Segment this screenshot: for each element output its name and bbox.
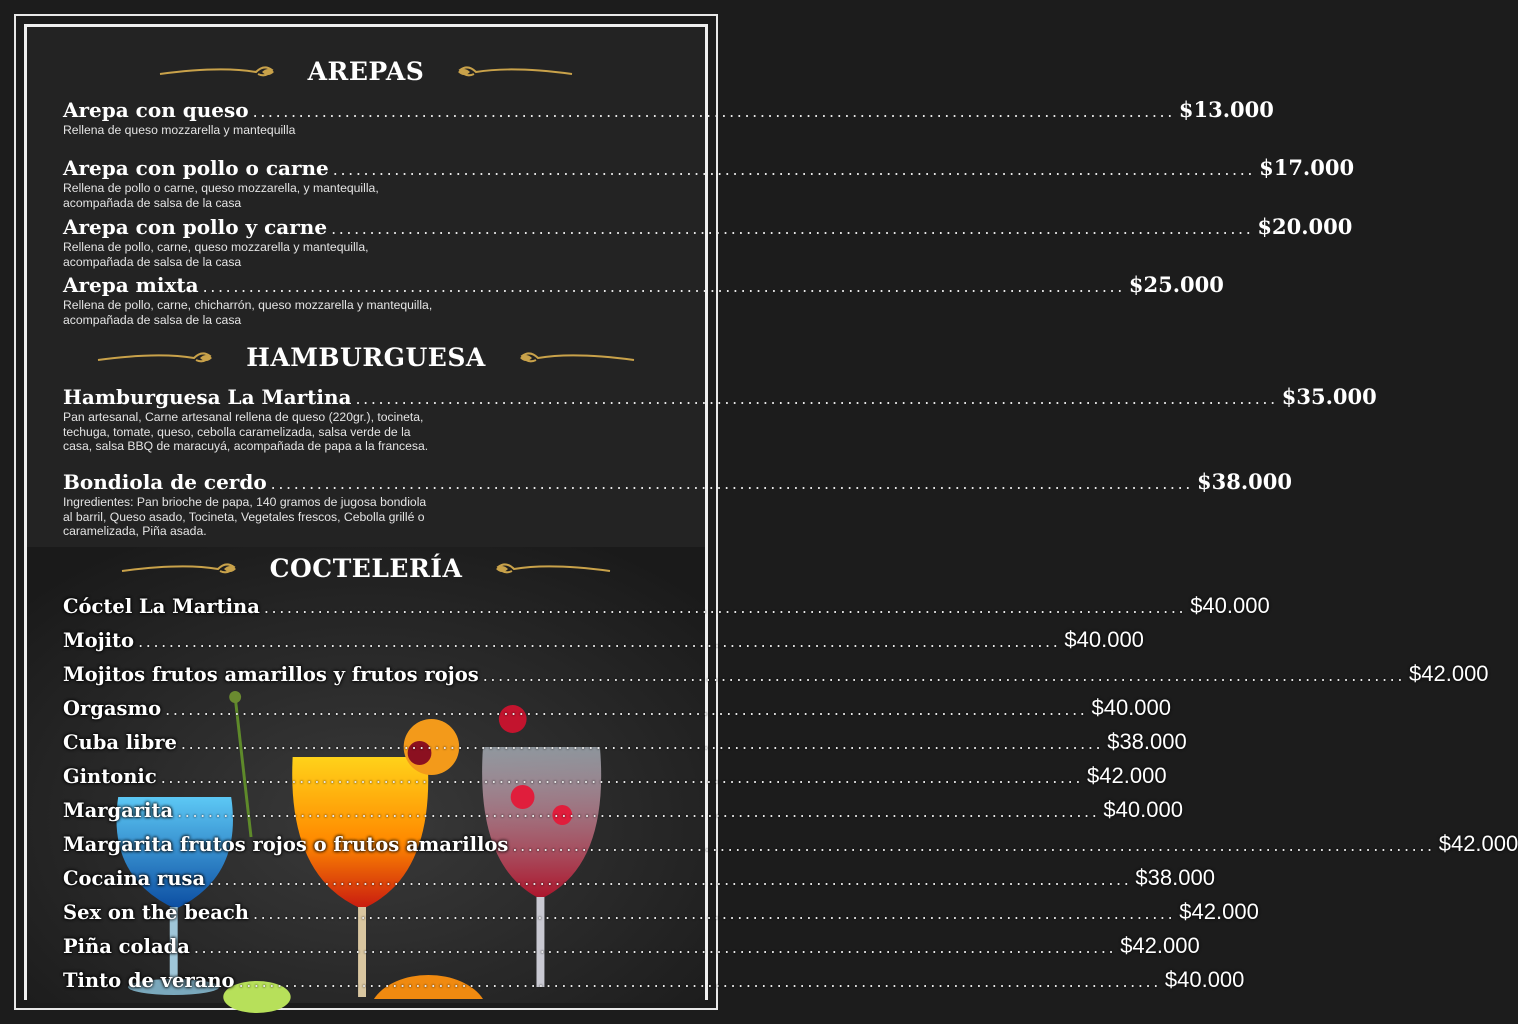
menu-item-name: Margarita xyxy=(63,799,174,822)
description-line: acompañada de salsa de la casa xyxy=(63,312,242,327)
menu-item xyxy=(63,763,1167,789)
menu-item-name: Bondiola de cerdo xyxy=(63,470,267,494)
menu-item-row xyxy=(63,729,1187,755)
dot-leader: ........................................................................................................................ xyxy=(238,972,1161,991)
menu-item-price: $20.000 xyxy=(1257,214,1353,239)
dot-leader: ........................................................................................................................ xyxy=(355,389,1278,408)
menu-item-name: Cóctel La Martina xyxy=(63,595,260,618)
description-line: caramelizada, Piña asada. xyxy=(63,524,207,539)
menu-item-price: $40.000 xyxy=(1064,627,1144,652)
menu-item xyxy=(63,469,1292,539)
description-line: Rellena de pollo o carne, queso mozzarella, y mantequilla, xyxy=(63,181,379,195)
menu-item-price: $42.000 xyxy=(1087,763,1167,788)
menu-item-row xyxy=(63,469,1292,494)
dot-leader: ........................................................................................................................ xyxy=(332,160,1256,179)
menu-item-row xyxy=(63,695,1171,721)
menu-item xyxy=(63,729,1187,755)
menu-item-price: $42.000 xyxy=(1179,899,1259,924)
dot-leader: ........................................................................................................................ xyxy=(270,474,1193,493)
description-line: Rellena de pollo, carne, chicharrón, queso mozzarella y mantequilla, xyxy=(63,298,433,312)
menu-item xyxy=(63,933,1200,959)
dot-leader: ........................................................................................................................ xyxy=(209,870,1132,889)
menu-item-name: Tinto de verano xyxy=(63,969,235,992)
menu-item-price: $40.000 xyxy=(1164,967,1245,992)
menu-item-price: $42.000 xyxy=(1409,661,1489,686)
menu-item-name: Arepa con pollo y carne xyxy=(63,215,328,239)
menu-item-description xyxy=(63,123,687,138)
menu-item-name: Orgasmo xyxy=(63,697,162,720)
menu-item xyxy=(63,272,1224,327)
dot-leader: ........................................................................................................................ xyxy=(193,938,1117,957)
menu-item-row xyxy=(63,933,1200,959)
menu-item-row xyxy=(63,214,1353,239)
dot-leader: ........................................................................................................................ xyxy=(160,768,1084,787)
menu-item xyxy=(63,593,1270,619)
menu-item-description xyxy=(63,495,687,539)
gold-flourish-icon xyxy=(160,62,280,82)
menu-item-row xyxy=(63,831,1518,857)
gold-flourish-icon xyxy=(452,62,572,82)
menu-item-price: $38.000 xyxy=(1135,865,1215,890)
menu-item-name: Arepa con queso xyxy=(63,98,249,122)
description-line: techuga, tomate, queso, cebolla caramelizada, salsa verde de la xyxy=(63,424,411,439)
section-title-hamburguesa xyxy=(27,343,705,372)
menu-item-price: $40.000 xyxy=(1103,797,1183,822)
menu-item-row xyxy=(63,797,1183,823)
menu-item-price: $17.000 xyxy=(1259,155,1355,180)
description-line: acompañada de salsa de la casa xyxy=(63,254,242,269)
menu-item xyxy=(63,661,1489,687)
dot-leader: ........................................................................................................................ xyxy=(263,598,1187,617)
menu-item-row xyxy=(63,97,1274,122)
menu-item-name: Arepa con pollo o carne xyxy=(63,156,329,180)
menu-item-price: $42.000 xyxy=(1120,933,1200,958)
menu-item xyxy=(63,967,1245,993)
menu-item xyxy=(63,899,1259,925)
menu-item-row xyxy=(63,661,1489,687)
description-line: Pan artesanal, Carne artesanal rellena de queso (220gr.), tocineta, xyxy=(63,410,424,424)
menu-board xyxy=(24,24,1518,1000)
section-title-cocteleria xyxy=(27,554,705,583)
menu-item-name: Cocaina rusa xyxy=(63,867,206,890)
dot-leader: ........................................................................................................................ xyxy=(177,802,1100,821)
menu-item-price: $40.000 xyxy=(1091,695,1171,720)
menu-item-row xyxy=(63,899,1259,925)
menu-item-price: $25.000 xyxy=(1128,272,1224,297)
menu-item-description xyxy=(63,240,687,269)
description-line: al barril, Queso asado, Tocineta, Vegetales frescos, Cebolla grillé o xyxy=(63,509,425,524)
dot-leader: ........................................................................................................................ xyxy=(180,734,1104,753)
section-title-text: COCTELERÍA xyxy=(269,554,463,583)
dot-leader: ........................................................................................................................ xyxy=(252,102,1175,121)
menu-item-name: Margarita frutos rojos o frutos amarillos xyxy=(63,833,509,856)
menu-item-row xyxy=(63,155,1355,180)
menu-item-price: $38.000 xyxy=(1196,469,1292,494)
menu-item xyxy=(63,831,1518,857)
menu-item-row xyxy=(63,865,1215,891)
menu-item-name: Sex on the beach xyxy=(63,901,249,924)
description-line: casa, salsa BBQ de maracuyá, acompañada de papa a la francesa. xyxy=(63,439,429,454)
dot-leader: ........................................................................................................................ xyxy=(512,836,1435,855)
menu-item xyxy=(63,214,1353,269)
section-title-text: HAMBURGUESA xyxy=(246,343,486,372)
menu-item-row xyxy=(63,593,1270,619)
menu-item-name: Piña colada xyxy=(63,935,190,958)
dot-leader: ........................................................................................................................ xyxy=(202,277,1125,296)
menu-item-description xyxy=(63,298,687,327)
dot-leader: ........................................................................................................................ xyxy=(482,666,1406,685)
menu-item-description xyxy=(63,181,687,210)
section-title-text: AREPAS xyxy=(307,57,425,86)
gold-flourish-icon xyxy=(514,348,634,368)
menu-item-price: $40.000 xyxy=(1190,593,1270,618)
menu-item-name: Hamburguesa La Martina xyxy=(63,385,352,409)
menu-item xyxy=(63,797,1183,823)
menu-item-row xyxy=(63,967,1245,993)
menu-item-price: $42.000 xyxy=(1438,831,1518,856)
menu-item-row xyxy=(63,763,1167,789)
menu-item xyxy=(63,155,1355,210)
description-line: Rellena de queso mozzarella y mantequilla xyxy=(63,123,296,137)
gold-flourish-icon xyxy=(490,559,610,579)
dot-leader: ........................................................................................................................ xyxy=(138,632,1061,651)
menu-item-name: Mojitos frutos amarillos y frutos rojos xyxy=(63,663,479,686)
menu-item-row xyxy=(63,272,1224,297)
dot-leader: ........................................................................................................................ xyxy=(331,219,1254,238)
menu-item xyxy=(63,627,1144,653)
menu-item-name: Mojito xyxy=(63,629,135,652)
section-title-arepas xyxy=(27,57,705,86)
menu-item-name: Arepa mixta xyxy=(63,273,199,297)
dot-leader: ........................................................................................................................ xyxy=(252,904,1176,923)
menu-item-row xyxy=(63,384,1377,409)
menu-item-name: Gintonic xyxy=(63,765,157,788)
menu-item-price: $13.000 xyxy=(1178,97,1274,122)
menu-item-price: $35.000 xyxy=(1281,384,1377,409)
menu-item-price: $38.000 xyxy=(1107,729,1187,754)
dot-leader: ........................................................................................................................ xyxy=(165,700,1088,719)
menu-item-row xyxy=(63,627,1144,653)
description-line: Rellena de pollo, carne, queso mozzarella y mantequilla, xyxy=(63,240,369,254)
description-line: acompañada de salsa de la casa xyxy=(63,195,242,210)
menu-item xyxy=(63,97,1274,138)
gold-flourish-icon xyxy=(98,348,218,368)
description-line: Ingredientes: Pan brioche de papa, 140 gramos de jugosa bondiola xyxy=(63,495,427,509)
menu-item xyxy=(63,384,1377,454)
gold-flourish-icon xyxy=(122,559,242,579)
menu-item-name: Cuba libre xyxy=(63,731,177,754)
menu-item-description xyxy=(63,410,687,454)
menu-item xyxy=(63,695,1171,721)
menu-item xyxy=(63,865,1215,891)
